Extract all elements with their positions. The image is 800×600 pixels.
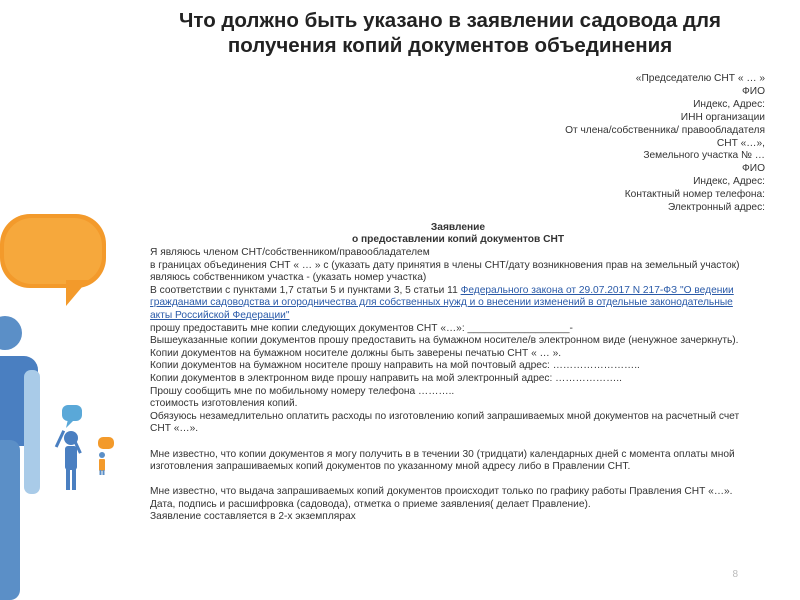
page-title (150, 8, 750, 58)
header-line: ФИО (742, 163, 765, 175)
header-line: Земельного участка № … (643, 150, 765, 162)
people-illustration (0, 0, 150, 600)
page-number: 8 (732, 569, 738, 580)
spacer (150, 474, 750, 487)
body-paragraph: Прошу сообщить мне по мобильному номеру телефона ……….. (150, 385, 455, 397)
header-line: Индекс, Адрес: (693, 176, 765, 188)
title-line-2: получения копий документов объединения (227, 34, 673, 57)
body-paragraph: Копии документов в электронном виде прошу направить на мой электронный адрес: ……………….. (150, 372, 622, 384)
header-line: ИНН организации (680, 111, 765, 123)
body-paragraph: стоимость изготовления копий. (150, 398, 298, 410)
small-person-figure (55, 430, 82, 490)
header-line: ФИО (742, 85, 765, 97)
federal-law-link[interactable]: Федерального закона от 29.07.2017 N 217-ФЗ "О ведении гражданами садоводства и огородничества для собственных нужд и о внесении изменений в отдельные законодательные акты Российской Федерации" (150, 284, 734, 321)
statement-subtitle: о предоставлении копий документов СНТ (351, 234, 565, 245)
tiny-person-figure (99, 452, 105, 475)
body-paragraph: в границах объединения СНТ « … » с (указать дату принятия в члены СНТ/дату возникновения прав на земельный участок) являюсь собственником участка - (указать номер участка) (150, 259, 740, 284)
header-line: СНТ «…», (716, 137, 765, 149)
statement-title: Заявление (430, 222, 486, 233)
body-paragraph: Обязуюсь незамедлительно оплатить расходы по изготовлению копий запрашиваемых мной документов на расчетный счет СНТ «…». (150, 410, 740, 435)
body-paragraph: прошу предоставить мне копии следующих документов СНТ «…»: __________________- (150, 322, 573, 334)
body-paragraph: Копии документов на бумажном носителе должны быть заверены печатью СНТ « … ». (150, 347, 562, 359)
header-line: Контактный номер телефона: (624, 189, 765, 201)
body-paragraph (150, 285, 750, 323)
body-paragraph: Я являюсь членом СНТ/собственником/правообладателем (150, 247, 430, 258)
header-line: «Председателю СНТ « … » (635, 73, 765, 84)
statement-body (150, 247, 750, 524)
body-paragraph: Вышеуказанные копии документов прошу предоставить на бумажном носителе/в электронном виде (ненужное зачеркнуть). (150, 335, 739, 347)
body-paragraph: Копии документов на бумажном носителе прошу направить на мой почтовый адрес: …………………….. (150, 360, 640, 372)
body-paragraph: Заявление составляется в 2-х экземплярах (150, 511, 356, 523)
body-paragraph: Мне известно, что выдача запрашиваемых копий документов происходит только по графику работы Правления СНТ «…». (150, 486, 733, 498)
header-line: От члена/собственника/ правообладателя (565, 124, 765, 136)
header-line: Индекс, Адрес: (693, 98, 765, 110)
large-person-figure (0, 316, 40, 600)
title-line-1: Что должно быть указано в заявлении садовода для (179, 9, 721, 32)
addressee-block (405, 73, 765, 215)
blue-speech-bubble-icon (62, 405, 82, 428)
body-paragraph: Мне известно, что копии документов я могу получить в в течении 30 (тридцати) календарных дней с момента оплаты мной изготовления запрашиваемых копий документов по указанному мной адресу либо в Правлении СНТ. (150, 448, 735, 473)
law-reference-prefix: В соответствии с пунктами 1,7 статьи 5 и пунктами 3, 5 статьи 11 (150, 284, 461, 296)
spacer (150, 436, 750, 449)
body-paragraph: Дата, подпись и расшифровка (садовода), отметка о приеме заявления( делает Правление). (150, 498, 591, 510)
small-orange-bubble-icon (98, 437, 114, 449)
header-line: Электронный адрес: (667, 202, 765, 214)
